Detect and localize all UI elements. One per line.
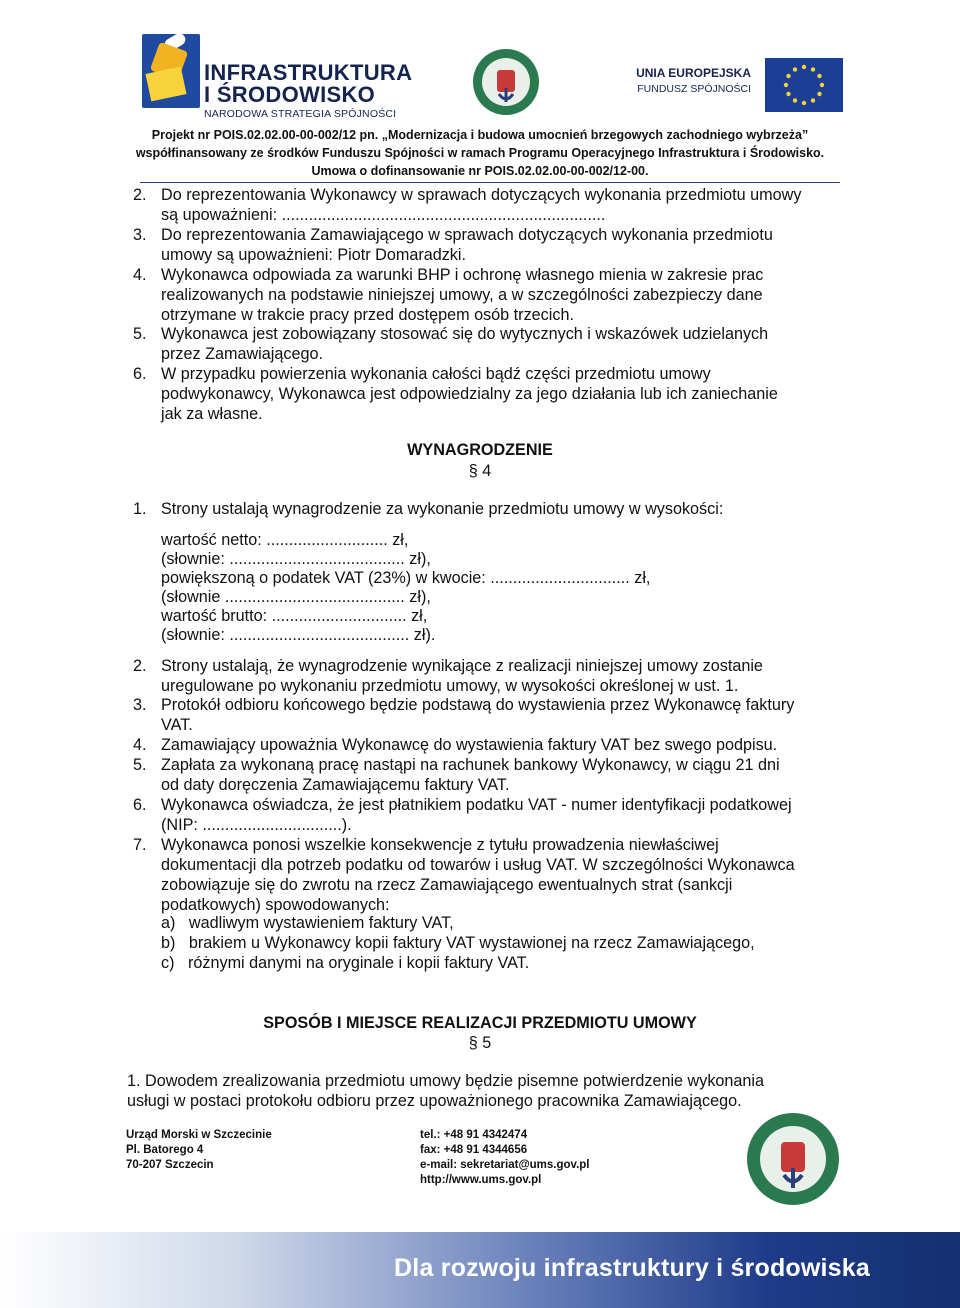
eu-logo <box>628 58 843 118</box>
footer-banner <box>0 1232 960 1308</box>
header-divider <box>140 182 840 183</box>
section5-heading: SPOSÓB I MIEJSCE REALIZACJI PRZEDMIOTU UMOWY <box>263 1014 697 1032</box>
section5-line2: usługi w postaci protokołu odbioru przez upoważnionego pracownika Zamawiającego. <box>127 1092 742 1110</box>
amount-vat: powiększoną o podatek VAT (23%) w kwocie: ............................... zł, <box>161 569 651 587</box>
amount-net: wartość netto: ........................... zł, <box>161 531 409 549</box>
section4-heading: WYNAGRODZENIE <box>407 441 553 459</box>
logo-title-line1: INFRASTRUKTURA <box>204 60 413 85</box>
footer-address: Urząd Morski w Szczecinie Pl. Batorego 4 70-207 Szczecin <box>126 1129 272 1171</box>
section5-paragraph-mark: § 5 <box>468 1034 492 1052</box>
maritime-office-seal-icon <box>746 1112 840 1206</box>
subitem-a: a) wadliwym wystawieniem faktury VAT, <box>161 914 454 932</box>
maritime-office-seal-icon <box>472 48 540 116</box>
amount-net-words: (słownie: ....................................... zł), <box>161 550 431 568</box>
section4-paragraph-mark: § 4 <box>468 462 492 480</box>
amount-gross: wartość brutto: .............................. zł, <box>161 607 428 625</box>
amount-gross-words: (słownie: ........................................ zł). <box>161 626 436 644</box>
subitem-c: c) różnymi danymi na oryginale i kopii faktury VAT. <box>161 954 530 972</box>
project-line: Projekt nr POIS.02.02.00-00-002/12 pn. „Modernizacja i budowa umocnień brzegowych zachodniego wybrzeża” <box>151 128 809 142</box>
subitem-b: b) brakiem u Wykonawcy kopii faktury VAT wystawionej na rzecz Zamawiającego, <box>161 934 755 952</box>
amount-vat-words: (słownie ........................................ zł), <box>161 588 431 606</box>
section5-line1: 1. Dowodem zrealizowania przedmiotu umowy będzie pisemne potwierdzenie wykonania <box>127 1072 765 1090</box>
infrastruktura-logo <box>142 30 442 125</box>
footer-contact: tel.: +48 91 4342474 fax: +48 91 4344656 e-mail: sekretariat@ums.gov.pl http://www.ums.gov.pl <box>420 1129 590 1186</box>
footer-banner-text: Dla rozwoju infrastruktury i środowiska <box>394 1254 870 1282</box>
agreement-line: Umowa o dofinansowanie nr POIS.02.02.00-00-002/12-00. <box>311 164 649 178</box>
eu-line2: FUNDUSZ SPÓJNOŚCI <box>637 83 751 95</box>
logo-title-line2: I ŚRODOWISKO <box>204 82 376 107</box>
programme-flag-icon <box>142 34 200 108</box>
logo-subtitle: NARODOWA STRATEGIA SPÓJNOŚCI <box>204 108 397 120</box>
cofinance-line: współfinansowany ze środków Funduszu Spójności w ramach Programu Operacyjnego Infrastruktura i Środowisko. <box>135 146 825 160</box>
eu-flag-icon <box>765 58 843 112</box>
eu-line1: UNIA EUROPEJSKA <box>636 66 751 80</box>
